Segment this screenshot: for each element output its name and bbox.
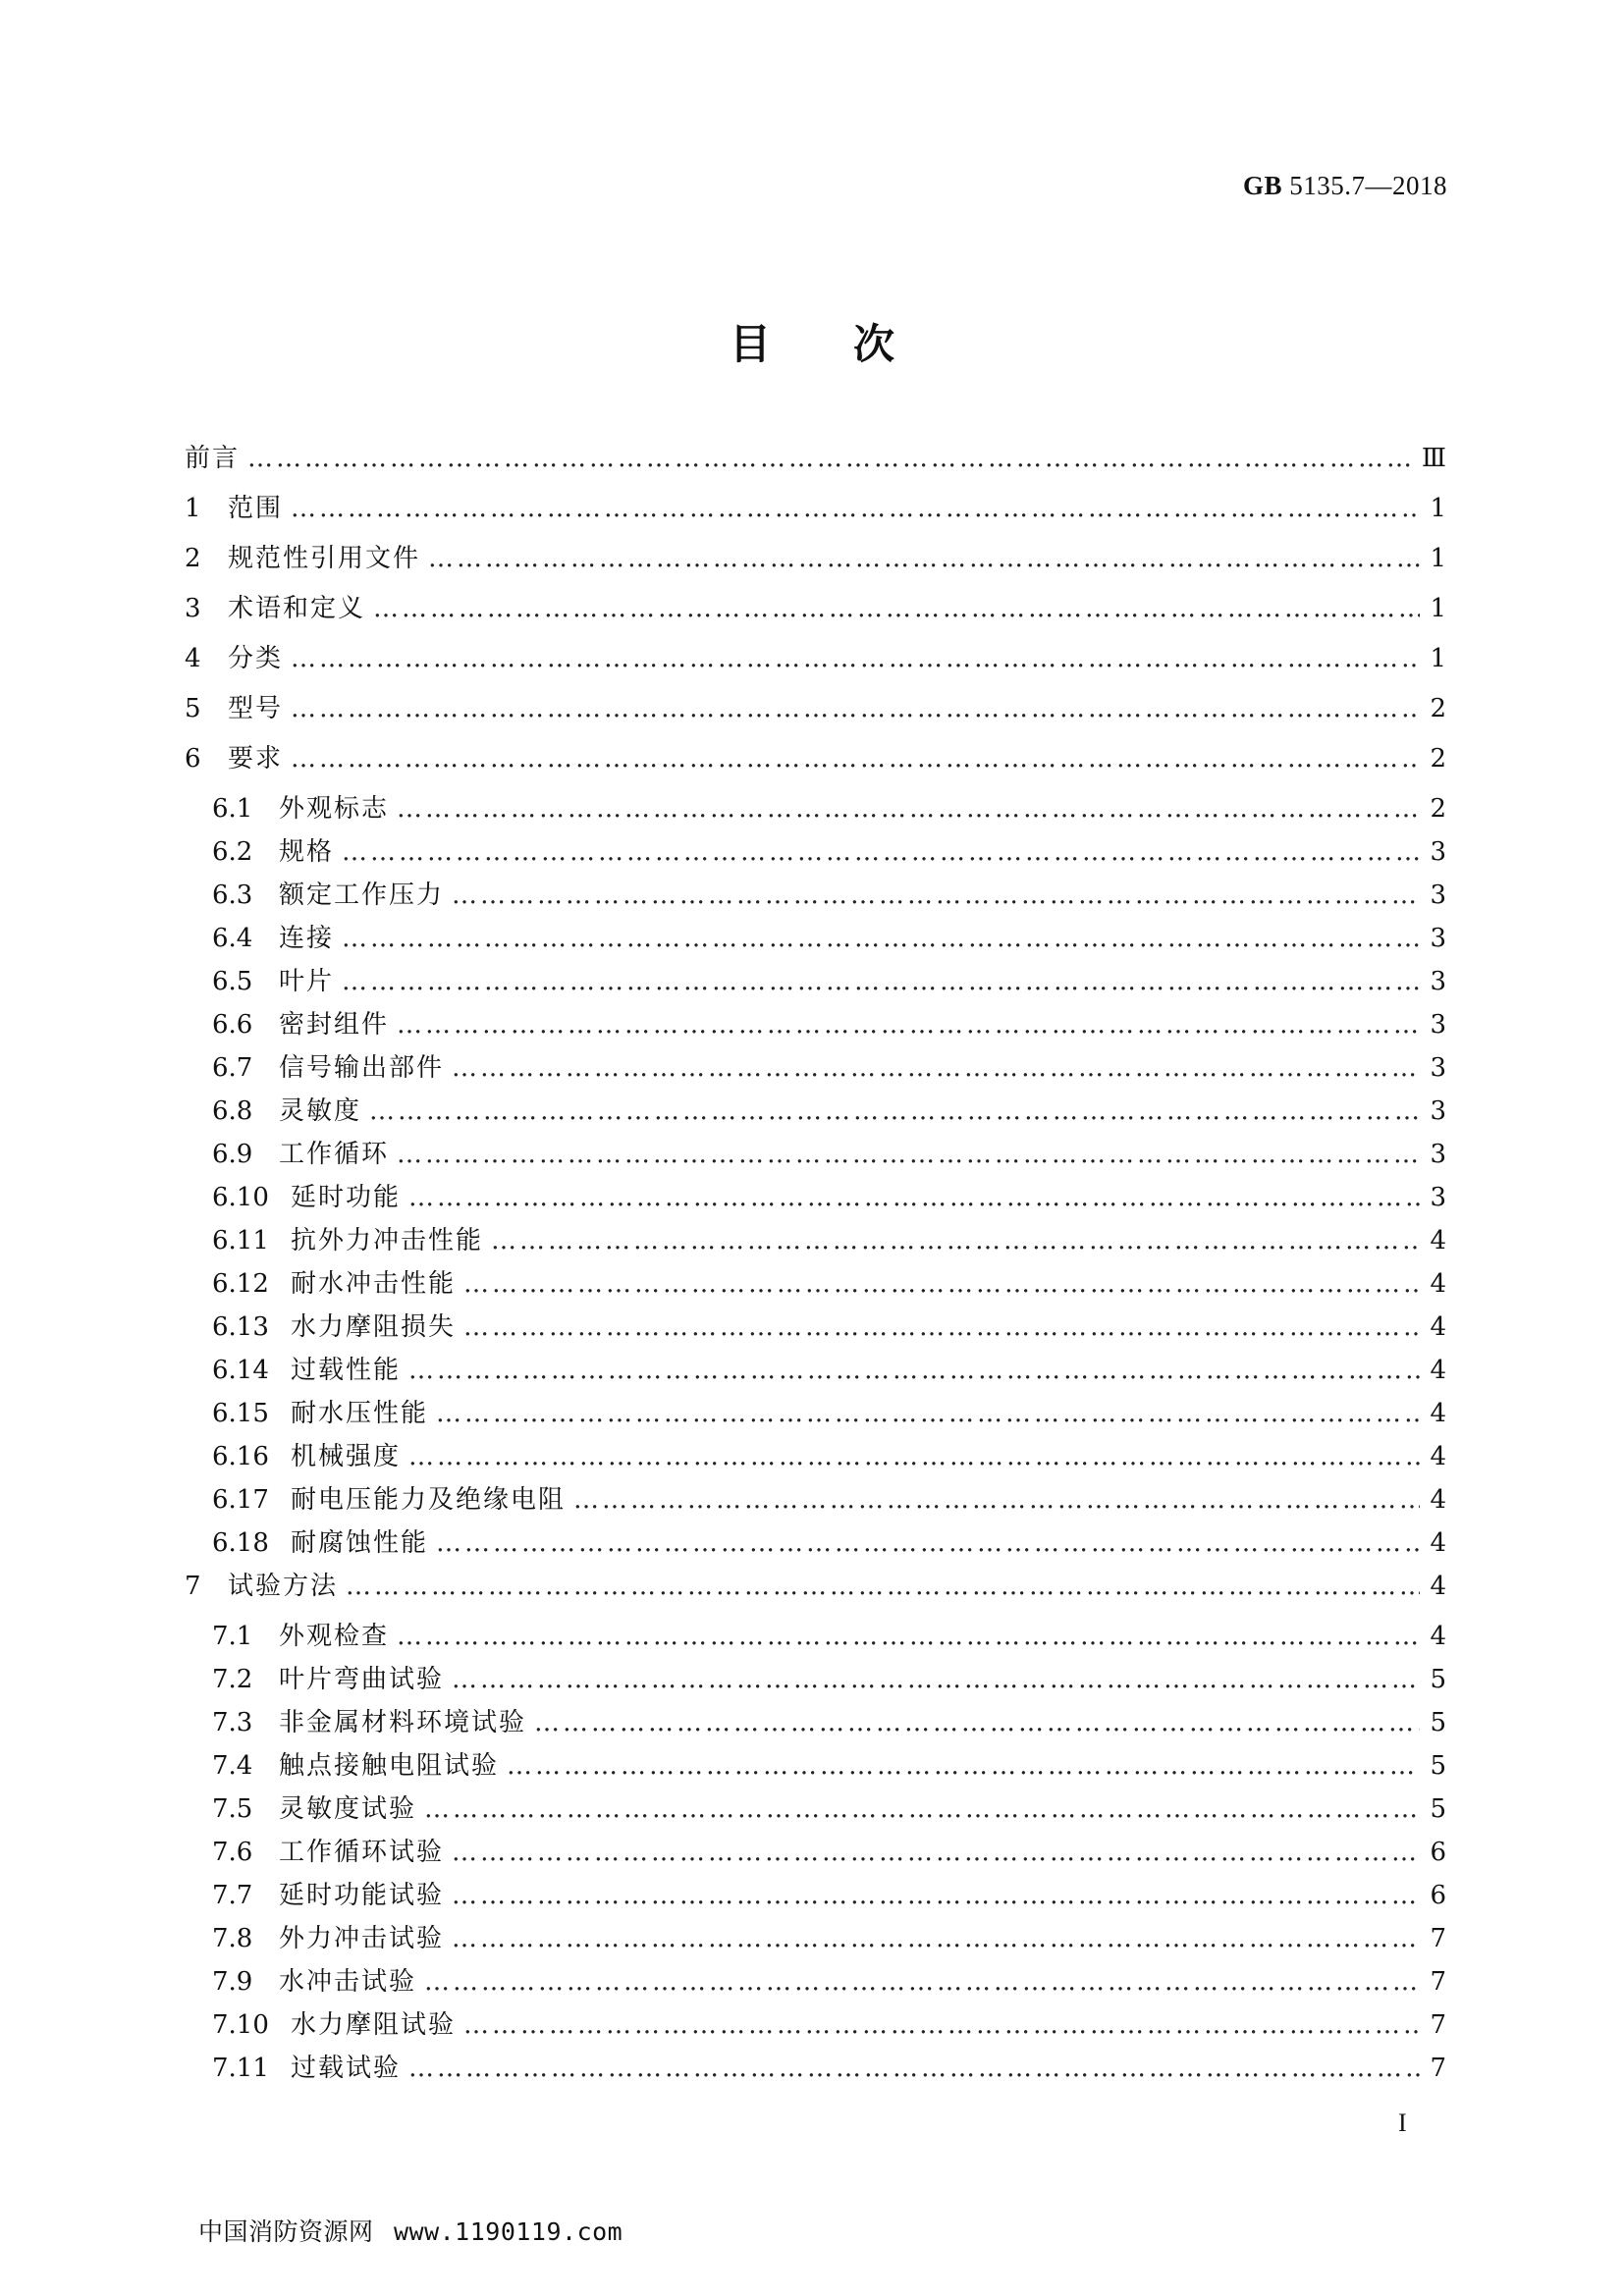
toc-dot-leader xyxy=(373,594,1420,623)
toc-entry[interactable] xyxy=(185,1047,1446,1091)
toc-entry[interactable] xyxy=(185,688,1446,738)
toc-entry-number: 1 xyxy=(185,494,201,523)
toc-entry-label: 延时功能 xyxy=(291,1183,402,1212)
toc-entry-number: 6.3 xyxy=(212,881,253,910)
toc-dot-leader xyxy=(452,1665,1420,1694)
toc-entry[interactable] xyxy=(185,1789,1446,1832)
toc-entry-label: 灵敏度试验 xyxy=(279,1794,417,1824)
toc-dot-leader xyxy=(424,1967,1420,1997)
toc-entry-page: 3 xyxy=(1430,1096,1446,1126)
toc-dot-leader xyxy=(408,2054,1420,2083)
toc-entry[interactable] xyxy=(185,1616,1446,1659)
toc-entry-page: 3 xyxy=(1430,1140,1446,1169)
toc-entry[interactable] xyxy=(185,738,1446,788)
toc-dot-leader xyxy=(452,881,1420,910)
toc-entry-number: 7.2 xyxy=(212,1665,253,1694)
toc-entry-label: 密封组件 xyxy=(279,1010,390,1040)
toc-entry[interactable] xyxy=(185,1091,1446,1134)
toc-entry-label: 过载性能 xyxy=(291,1356,402,1385)
toc-entry[interactable] xyxy=(185,1436,1446,1479)
toc-entry-page: 1 xyxy=(1430,644,1446,673)
toc-entry-label: 机械强度 xyxy=(291,1442,402,1471)
toc-entry-label: 水力摩阻试验 xyxy=(291,2010,457,2040)
toc-entry-number: 7.7 xyxy=(212,1881,253,1910)
toc-dot-leader xyxy=(452,1053,1420,1083)
standard-number: 5135.7—2018 xyxy=(1289,171,1447,200)
toc-entry[interactable] xyxy=(185,1659,1446,1702)
toc-dot-leader xyxy=(342,837,1420,867)
toc-dot-leader xyxy=(291,494,1420,523)
toc-entry[interactable] xyxy=(185,875,1446,918)
toc-entry[interactable] xyxy=(185,788,1446,831)
toc-entry-number: 6.10 xyxy=(212,1183,269,1212)
toc-entry-number: 7.5 xyxy=(212,1794,253,1824)
toc-entry-number: 6.14 xyxy=(212,1356,269,1385)
toc-dot-leader xyxy=(397,1010,1420,1040)
toc-entry[interactable] xyxy=(185,1134,1446,1177)
toc-entry-page: 3 xyxy=(1430,881,1446,910)
footer-url[interactable]: www.1190119.com xyxy=(393,2217,623,2246)
toc-dot-leader xyxy=(463,2010,1420,2040)
toc-entry[interactable] xyxy=(185,1004,1446,1047)
toc-entry-label: 耐水压性能 xyxy=(291,1399,429,1428)
toc-dot-leader xyxy=(397,794,1420,824)
page-title: 目 次 xyxy=(729,320,894,368)
toc-entry[interactable] xyxy=(185,1522,1446,1566)
page-number: I xyxy=(1398,2109,1407,2137)
toc-entry-page: 5 xyxy=(1430,1708,1446,1737)
toc-entry-number: 5 xyxy=(185,694,201,723)
toc-entry-number: 7.11 xyxy=(212,2054,269,2083)
toc-dot-leader xyxy=(291,644,1420,673)
toc-entry-label: 叶片弯曲试验 xyxy=(279,1665,445,1694)
toc-dot-leader xyxy=(452,1924,1420,1953)
toc-entry-label: 术语和定义 xyxy=(228,594,366,623)
toc-entry[interactable] xyxy=(185,1702,1446,1745)
toc-entry-number: 6.9 xyxy=(212,1140,253,1169)
standard-prefix: GB xyxy=(1242,171,1282,200)
toc-entry-label: 工作循环试验 xyxy=(279,1838,445,1867)
toc-dot-leader xyxy=(342,967,1420,996)
toc-entry-label: 延时功能试验 xyxy=(279,1881,445,1910)
toc-entry-number: 7 xyxy=(185,1572,201,1601)
toc-entry-number: 3 xyxy=(185,594,201,623)
toc-dot-leader xyxy=(436,1528,1420,1558)
toc-entry[interactable] xyxy=(185,1307,1446,1350)
toc-entry[interactable] xyxy=(185,1832,1446,1875)
toc-dot-leader xyxy=(507,1751,1420,1781)
toc-dot-leader xyxy=(573,1485,1420,1515)
toc-entry[interactable] xyxy=(185,918,1446,961)
toc-entry-page: 2 xyxy=(1430,744,1446,774)
toc-entry[interactable] xyxy=(185,1263,1446,1307)
toc-entry-page: 2 xyxy=(1430,794,1446,824)
footer xyxy=(198,2213,623,2248)
toc-entry-page: 5 xyxy=(1430,1665,1446,1694)
toc-entry-label: 叶片 xyxy=(279,967,335,996)
toc-entry-label: 耐电压能力及绝缘电阻 xyxy=(291,1485,567,1515)
toc-entry-page: 1 xyxy=(1430,544,1446,573)
toc-entry-page: 4 xyxy=(1430,1356,1446,1385)
toc-entry-page: 4 xyxy=(1430,1485,1446,1515)
toc-entry[interactable] xyxy=(185,538,1446,588)
toc-entry-number: 6.8 xyxy=(212,1096,253,1126)
toc-entry-page: Ⅲ xyxy=(1421,444,1446,473)
toc-entry-page: 4 xyxy=(1430,1442,1446,1471)
toc-entry-page: 3 xyxy=(1430,924,1446,953)
toc-entry[interactable] xyxy=(185,2004,1446,2048)
toc-dot-leader xyxy=(369,1096,1420,1126)
toc-entry-page: 4 xyxy=(1430,1572,1446,1601)
toc-entry-page: 5 xyxy=(1430,1794,1446,1824)
toc-entry[interactable] xyxy=(185,831,1446,875)
toc-entry-label: 规格 xyxy=(279,837,335,867)
toc-dot-leader xyxy=(424,1794,1420,1824)
toc-entry-page: 3 xyxy=(1430,837,1446,867)
toc-entry-page: 3 xyxy=(1430,967,1446,996)
toc-dot-leader xyxy=(463,1312,1420,1342)
toc-dot-leader xyxy=(452,1881,1420,1910)
toc-entry-page: 4 xyxy=(1430,1226,1446,1255)
toc-entry-label: 信号输出部件 xyxy=(279,1053,445,1083)
toc-entry-number: 6.13 xyxy=(212,1312,269,1342)
footer-site-name: 中国消防资源网 xyxy=(198,2217,374,2246)
toc-entry-number: 6.17 xyxy=(212,1485,269,1515)
toc-entry[interactable] xyxy=(185,1393,1446,1436)
toc-entry-number: 6 xyxy=(185,744,201,774)
toc-entry[interactable] xyxy=(185,638,1446,688)
toc-entry-page: 3 xyxy=(1430,1183,1446,1212)
toc-entry[interactable] xyxy=(185,1350,1446,1393)
toc-entry-number: 6.11 xyxy=(212,1226,269,1255)
toc-dot-leader xyxy=(346,1572,1420,1601)
toc-dot-leader xyxy=(491,1226,1420,1255)
toc-entry[interactable] xyxy=(185,1566,1446,1616)
toc-entry-label: 试验方法 xyxy=(228,1572,339,1601)
toc-entry-number: 7.3 xyxy=(212,1708,253,1737)
toc-entry[interactable] xyxy=(185,1479,1446,1522)
toc-entry-number: 7.8 xyxy=(212,1924,253,1953)
toc-entry[interactable] xyxy=(185,588,1446,638)
toc-dot-leader xyxy=(436,1399,1420,1428)
toc-entry[interactable] xyxy=(185,2048,1446,2091)
toc-dot-leader xyxy=(291,694,1420,723)
toc-entry-number: 4 xyxy=(185,644,201,673)
toc-entry[interactable] xyxy=(185,1961,1446,2004)
toc-entry-label: 外观检查 xyxy=(279,1622,390,1651)
toc-entry-page: 4 xyxy=(1430,1312,1446,1342)
toc-entry-page: 3 xyxy=(1430,1010,1446,1040)
toc-entry-page: 7 xyxy=(1430,1924,1446,1953)
toc-dot-leader xyxy=(428,544,1420,573)
toc-entry-number: 7.10 xyxy=(212,2010,269,2040)
toc-entry-label: 抗外力冲击性能 xyxy=(291,1226,484,1255)
toc-entry[interactable] xyxy=(185,1220,1446,1263)
toc-dot-leader xyxy=(452,1838,1420,1867)
toc-entry-label: 分类 xyxy=(228,644,284,673)
toc-entry-page: 6 xyxy=(1430,1838,1446,1867)
toc-dot-leader xyxy=(397,1140,1420,1169)
toc-dot-leader xyxy=(342,924,1420,953)
toc-entry[interactable] xyxy=(185,1745,1446,1789)
toc-entry-label: 水冲击试验 xyxy=(279,1967,417,1997)
toc-entry-label: 水力摩阻损失 xyxy=(291,1312,457,1342)
toc-entry-number: 2 xyxy=(185,544,201,573)
toc-entry-number: 6.7 xyxy=(212,1053,253,1083)
toc-entry-label: 非金属材料环境试验 xyxy=(279,1708,527,1737)
toc-entry-number: 6.15 xyxy=(212,1399,269,1428)
table-of-contents xyxy=(185,438,1446,2091)
toc-entry-page: 4 xyxy=(1430,1269,1446,1299)
toc-entry-number: 6.6 xyxy=(212,1010,253,1040)
toc-entry-number: 6.4 xyxy=(212,924,253,953)
toc-entry-page: 4 xyxy=(1430,1399,1446,1428)
toc-dot-leader xyxy=(534,1708,1420,1737)
toc-entry-number: 6.16 xyxy=(212,1442,269,1471)
toc-entry-label: 连接 xyxy=(279,924,335,953)
toc-entry-label: 外观标志 xyxy=(279,794,390,824)
toc-entry-page: 7 xyxy=(1430,1967,1446,1997)
toc-entry-label: 外力冲击试验 xyxy=(279,1924,445,1953)
toc-entry-number: 7.4 xyxy=(212,1751,253,1781)
toc-entry-label: 耐水冲击性能 xyxy=(291,1269,457,1299)
toc-entry[interactable] xyxy=(185,961,1446,1004)
toc-dot-leader xyxy=(247,444,1412,473)
toc-entry-number: 6.1 xyxy=(212,794,253,824)
toc-entry-page: 4 xyxy=(1430,1528,1446,1558)
toc-entry-label: 规范性引用文件 xyxy=(228,544,421,573)
toc-dot-leader xyxy=(291,744,1420,774)
toc-entry-label: 型号 xyxy=(228,694,284,723)
toc-entry-page: 6 xyxy=(1430,1881,1446,1910)
toc-dot-leader xyxy=(408,1356,1420,1385)
toc-entry-number: 7.1 xyxy=(212,1622,253,1651)
toc-entry-label: 额定工作压力 xyxy=(279,881,445,910)
toc-entry-number: 7.9 xyxy=(212,1967,253,1997)
toc-entry-label: 灵敏度 xyxy=(279,1096,362,1126)
toc-dot-leader xyxy=(408,1442,1420,1471)
toc-entry-page: 1 xyxy=(1430,494,1446,523)
toc-entry-label: 前言 xyxy=(185,444,241,473)
standard-code xyxy=(1243,171,1447,201)
toc-dot-leader xyxy=(463,1269,1420,1299)
toc-entry-label: 范围 xyxy=(228,494,284,523)
toc-entry-number: 6.18 xyxy=(212,1528,269,1558)
toc-entry[interactable] xyxy=(185,1918,1446,1961)
toc-entry-label: 要求 xyxy=(228,744,284,774)
toc-entry-number: 6.5 xyxy=(212,967,253,996)
toc-entry-page: 3 xyxy=(1430,1053,1446,1083)
toc-entry-label: 过载试验 xyxy=(291,2054,402,2083)
toc-entry[interactable] xyxy=(185,1875,1446,1918)
toc-entry-page: 4 xyxy=(1430,1622,1446,1651)
toc-entry[interactable] xyxy=(185,1177,1446,1220)
toc-entry-label: 工作循环 xyxy=(279,1140,390,1169)
toc-entry-page: 2 xyxy=(1430,694,1446,723)
toc-entry-page: 7 xyxy=(1430,2010,1446,2040)
toc-entry-page: 1 xyxy=(1430,594,1446,623)
toc-entry-page: 5 xyxy=(1430,1751,1446,1781)
toc-entry-number: 6.2 xyxy=(212,837,253,867)
toc-entry-page: 7 xyxy=(1430,2054,1446,2083)
toc-entry-label: 触点接触电阻试验 xyxy=(279,1751,500,1781)
toc-entry-number: 7.6 xyxy=(212,1838,253,1867)
toc-entry[interactable] xyxy=(185,438,1446,488)
toc-dot-leader xyxy=(408,1183,1420,1212)
toc-dot-leader xyxy=(397,1622,1420,1651)
toc-entry[interactable] xyxy=(185,488,1446,538)
toc-entry-number: 6.12 xyxy=(212,1269,269,1299)
toc-entry-label: 耐腐蚀性能 xyxy=(291,1528,429,1558)
